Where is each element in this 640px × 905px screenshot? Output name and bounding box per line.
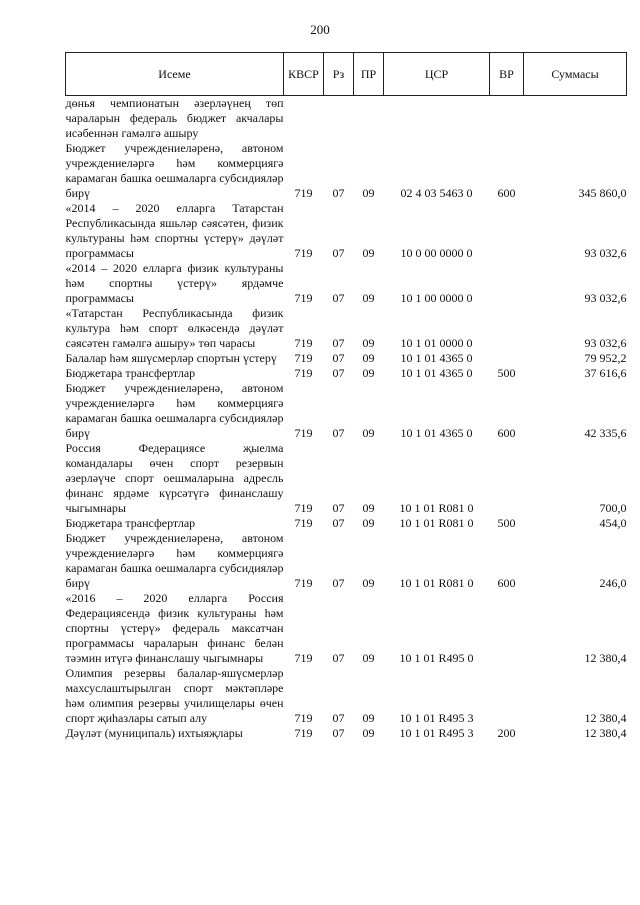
row-pr: 09 — [362, 336, 375, 350]
row-sum: 42 335,6 — [584, 426, 627, 440]
row-pr: 09 — [362, 186, 375, 200]
row-vr — [490, 591, 524, 666]
row-pr: 09 — [362, 576, 375, 590]
row-name: Бюджетара трансфертлар — [65, 516, 196, 530]
table-row — [66, 261, 627, 306]
row-vr: 500 — [497, 516, 516, 530]
row-rz: 07 — [332, 351, 345, 365]
row-sum: 93 032,6 — [584, 246, 627, 260]
header-rz: Рз — [324, 53, 354, 96]
row-pr: 09 — [362, 366, 375, 380]
row-pr: 09 — [362, 426, 375, 440]
row-rz: 07 — [332, 186, 345, 200]
row-vr — [490, 351, 524, 366]
row-vr: 600 — [497, 426, 516, 440]
row-rz: 07 — [332, 651, 345, 665]
row-vr: 500 — [497, 366, 516, 380]
table-row — [66, 96, 627, 142]
row-kvsr: 719 — [294, 336, 313, 350]
page-number: 200 — [310, 22, 330, 37]
table-row — [66, 381, 627, 441]
row-kvsr: 719 — [294, 291, 313, 305]
header-csr: ЦСР — [384, 53, 490, 96]
row-name: Бюджет учреждениеләренә, автоном учреждениеләргә һәм коммерциягә карамаган башка оешмаларга субсидияләр бирү — [65, 531, 284, 590]
row-kvsr: 719 — [294, 366, 313, 380]
row-sum: 345 860,0 — [578, 186, 627, 200]
row-pr: 09 — [362, 651, 375, 665]
row-name: Дәүләт (муниципаль) ихтыяҗлары — [65, 726, 243, 740]
row-pr — [354, 96, 384, 142]
row-pr: 09 — [362, 351, 375, 365]
header-vr: ВР — [490, 53, 524, 96]
row-name: Олимпия резервы балалар-яшүсмерләр махсуслаштырылган спорт мәктәпләре һәм олимпия резервы училищелары өчен спорт җиһазлары сатып алу — [65, 666, 284, 725]
row-kvsr: 719 — [294, 186, 313, 200]
row-pr: 09 — [362, 501, 375, 515]
row-vr — [490, 666, 524, 726]
row-kvsr: 719 — [294, 576, 313, 590]
row-csr: 10 1 01 R495 3 — [399, 711, 474, 725]
row-csr: 10 1 01 4365 0 — [400, 366, 473, 380]
row-name: Балалар һәм яшүсмерләр спортын үстерү — [65, 351, 277, 365]
row-sum: 454,0 — [599, 516, 627, 530]
row-csr: 10 1 01 4365 0 — [400, 351, 473, 365]
row-kvsr: 719 — [294, 426, 313, 440]
row-sum: 12 380,4 — [584, 711, 627, 725]
row-pr: 09 — [362, 711, 375, 725]
table-row — [66, 141, 627, 201]
header-sum: Суммасы — [524, 53, 627, 96]
row-kvsr: 719 — [294, 726, 313, 740]
row-sum: 700,0 — [599, 501, 627, 515]
row-sum: 37 616,6 — [584, 366, 627, 380]
row-vr — [490, 96, 524, 142]
row-vr — [490, 306, 524, 351]
header-pr: ПР — [354, 53, 384, 96]
table-row — [66, 516, 627, 531]
table-header-row — [66, 53, 627, 96]
table-row — [66, 531, 627, 591]
row-csr: 10 1 01 4365 0 — [400, 426, 473, 440]
row-name: Бюджетара трансфертлар — [65, 366, 196, 380]
budget-table — [65, 52, 627, 741]
table-row — [66, 591, 627, 666]
row-sum: 246,0 — [599, 576, 627, 590]
row-pr: 09 — [362, 291, 375, 305]
header-name: Исеме — [66, 53, 284, 96]
row-name: дөнья чемпионатын әзерләүнең төп чараларын федераль бюджет акчалары исәбеннән гамәлгә ашыру — [65, 96, 284, 140]
row-kvsr — [284, 96, 324, 142]
row-csr: 10 1 01 0000 0 — [400, 336, 473, 350]
row-kvsr: 719 — [294, 351, 313, 365]
row-rz: 07 — [332, 246, 345, 260]
row-kvsr: 719 — [294, 501, 313, 515]
row-sum — [524, 96, 627, 142]
row-rz — [324, 96, 354, 142]
row-vr: 200 — [497, 726, 516, 740]
row-rz: 07 — [332, 426, 345, 440]
row-vr: 600 — [497, 576, 516, 590]
row-vr — [490, 201, 524, 261]
row-kvsr: 719 — [294, 516, 313, 530]
row-csr: 10 1 01 R081 0 — [399, 576, 474, 590]
row-csr: 10 1 01 R495 0 — [399, 651, 474, 665]
row-pr: 09 — [362, 726, 375, 740]
row-name: «2016 – 2020 елларга Россия Федерациясендә физик культураны һәм спортны үстерү» федераль максатчан программасы чараларын финанс белән тәэмин итүгә финанслашу чыгымнары — [65, 591, 284, 665]
row-kvsr: 719 — [294, 246, 313, 260]
row-pr: 09 — [362, 246, 375, 260]
row-csr: 10 1 01 R081 0 — [399, 516, 474, 530]
table-row — [66, 306, 627, 351]
row-csr: 10 1 01 R081 0 — [399, 501, 474, 515]
row-sum: 12 380,4 — [584, 726, 627, 740]
row-vr — [490, 261, 524, 306]
table-row — [66, 441, 627, 516]
row-name: Бюджет учреждениеләренә, автоном учреждениеләргә һәм коммерциягә карамаган башка оешмаларга субсидияләр бирү — [65, 141, 284, 200]
row-kvsr: 719 — [294, 711, 313, 725]
row-rz: 07 — [332, 336, 345, 350]
row-csr — [384, 96, 490, 142]
row-rz: 07 — [332, 501, 345, 515]
row-rz: 07 — [332, 366, 345, 380]
row-name: «Татарстан Республикасында физик культура һәм спорт өлкәсендә дәүләт сәясәтен гамәлгә ашыру» төп чарасы — [65, 306, 284, 350]
row-csr: 02 4 03 5463 0 — [400, 186, 473, 200]
row-rz: 07 — [332, 711, 345, 725]
row-name: Бюджет учреждениеләренә, автоном учреждениеләргә һәм коммерциягә карамаган башка оешмаларга субсидияләр бирү — [65, 381, 284, 440]
header-kvsr: КВСР — [284, 53, 324, 96]
row-csr: 10 1 01 R495 3 — [399, 726, 474, 740]
row-csr: 10 1 00 0000 0 — [400, 291, 473, 305]
row-sum: 12 380,4 — [584, 651, 627, 665]
row-rz: 07 — [332, 516, 345, 530]
row-rz: 07 — [332, 726, 345, 740]
row-sum: 93 032,6 — [584, 336, 627, 350]
row-sum: 79 952,2 — [584, 351, 627, 365]
table-row — [66, 351, 627, 366]
row-name: «2014 – 2020 елларга Татарстан Республикасында яшьләр сәясәтен, физик культураны һәм спортны үстерү» дәүләт программасы — [65, 201, 284, 260]
row-sum: 93 032,6 — [584, 291, 627, 305]
row-pr: 09 — [362, 516, 375, 530]
row-vr: 600 — [497, 186, 516, 200]
row-name: Россия Федерациясе җыелма командалары өчен спорт резервын әзерләүче спорт оешмаларына адресль финанс ярдәме күрсәтүгә финанслашу чыгымнары — [65, 441, 284, 515]
row-csr: 10 0 00 0000 0 — [400, 246, 473, 260]
table-row — [66, 366, 627, 381]
row-name: «2014 – 2020 елларга физик культураны һәм спортны үстерү» ярдәмче программасы — [65, 261, 284, 305]
row-rz: 07 — [332, 576, 345, 590]
row-rz: 07 — [332, 291, 345, 305]
table-row — [66, 666, 627, 726]
table-row — [66, 726, 627, 741]
row-vr — [490, 441, 524, 516]
row-kvsr: 719 — [294, 651, 313, 665]
table-row — [66, 201, 627, 261]
